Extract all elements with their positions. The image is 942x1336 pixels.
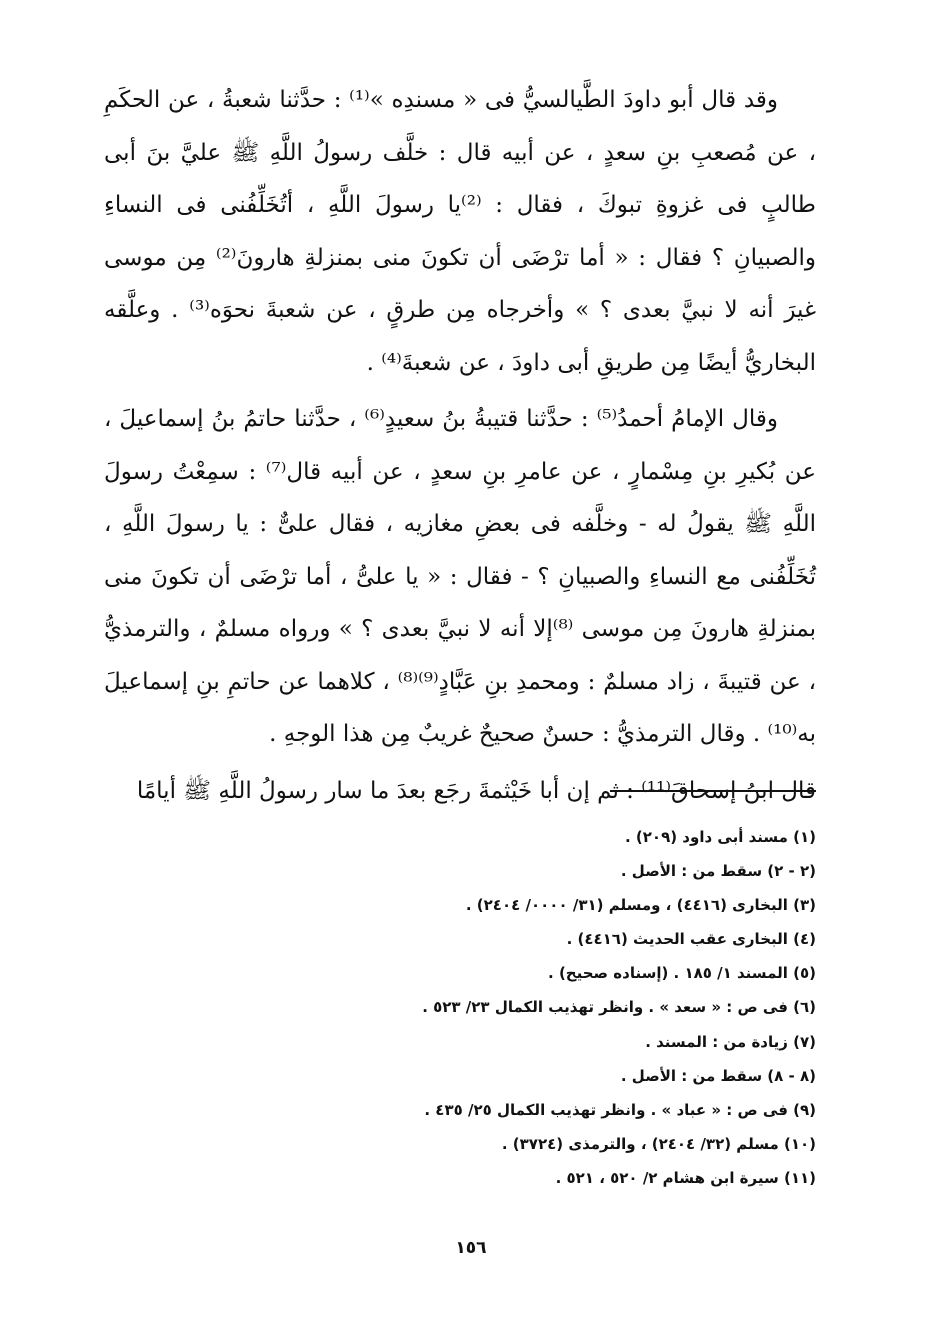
footnote-4: (٤) البخارى عقب الحديث (٤٤١٦) . bbox=[566, 930, 816, 949]
footnote-2: (٢ - ٢) سقط من : الأصل . bbox=[620, 862, 816, 881]
footnote-11: (١١) سيرة ابن هشام ٢/ ٥٢٠ ، ٥٢١ . bbox=[555, 1168, 816, 1187]
footnote-7: (٧) زيادة من : المسند . bbox=[645, 1032, 816, 1051]
paragraph-1: وقد قال أبو داودَ الطَّيالسيُّ فى « مسندِه »⁽¹⁾ : حدَّثنا شعبةُ ، عن الحكَمِ ، عن مُصعبِ بنِ سعدٍ ، عن أبيه قال : خلَّف رسولُ اللَّهِ ﷺ عليَّ بنَ أبى طالبٍ فى غزوةِ تبوكَ ، فقال : ⁽²⁾يا رسولَ اللَّهِ ، أتُخَلِّفُنى فى النساءِ والصبيانِ ؟ فقال : « أما ترْضَى أن تكونَ منى بمنزلةِ هارونَ⁽²⁾ مِن موسى غيرَ أنه لا نبيَّ بعدى ؟ » وأخرجاه مِن طرقٍ ، عن شعبةَ نحوَه⁽³⁾ . وعلَّقه البخاريُّ أيضًا مِن طريقِ أبى داودَ ، عن شعبةَ⁽⁴⁾ . bbox=[104, 87, 817, 376]
footnotes bbox=[216, 820, 816, 1195]
footnote-8: (٨ - ٨) سقط من : الأصل . bbox=[620, 1066, 816, 1085]
footnote-9: (٩) فى ص : « عباد » . وانظر تهذيب الكمال ٢٥/ ٤٣٥ . bbox=[424, 1100, 816, 1119]
paragraph-3: قال ابنُ إسحاقَ⁽¹¹⁾ : ثم إن أبا خَيْثمةَ رجَع بعدَ ما سار رسولُ اللَّهِ ﷺ أيامًا bbox=[136, 777, 816, 804]
page-number: ١٥٦ bbox=[455, 1238, 487, 1258]
footnote-5: (٥) المسند ١/ ١٨٥ . (إسناده صحيح) . bbox=[548, 964, 816, 983]
footnote-3: (٣) البخارى (٤٤١٦) ، ومسلم (٣١/ ٠٠٠٠/ ٢٤٠٤) . bbox=[465, 896, 816, 915]
footnote-6: (٦) فى ص : « سعد » . وانظر تهذيب الكمال ٢٣/ ٥٢٣ . bbox=[422, 998, 816, 1017]
footnote-10: (١٠) مسلم (٣٢/ ٢٤٠٤) ، والترمذى (٣٧٢٤) . bbox=[501, 1134, 816, 1153]
footnote-1: (١) مسند أبى داود (٢٠٩) . bbox=[624, 828, 816, 846]
main-text bbox=[104, 74, 816, 817]
paragraph-2: وقال الإمامُ أحمدُ⁽⁵⁾ : حدَّثنا قتيبةُ بنُ سعيدٍ⁽⁶⁾ ، حدَّثنا حاتمُ بنُ إسماعيلَ ، عن بُكيرِ بنِ مِسْمارٍ ، عن عامرِ بنِ سعدٍ ، عن أبيه قال⁽⁷⁾ : سمِعْتُ رسولَ اللَّهِ ﷺ يقولُ له - وخلَّفه فى بعضِ مغازيه ، فقال علىٌّ : يا رسولَ اللَّهِ ، تُخَلِّفُنى مع النساءِ والصبيانِ ؟ - فقال : « يا علىُّ ، أما ترْضَى أن تكونَ منى بمنزلةِ هارونَ مِن موسى ⁽⁸⁾إلا أنه لا نبيَّ بعدى ؟ » ورواه مسلمٌ ، والترمذيُّ ، عن قتيبةَ ، زاد مسلمٌ : ومحمدِ بنِ عَبَّادٍ⁽⁹⁾⁽⁸⁾ ، كلاهما عن حاتمِ بنِ إسماعيلَ به⁽¹⁰⁾ . وقال الترمذيُّ : حسنٌ صحيحٌ غريبٌ مِن هذا الوجهِ . bbox=[104, 406, 817, 747]
footnote-separator bbox=[610, 790, 816, 792]
